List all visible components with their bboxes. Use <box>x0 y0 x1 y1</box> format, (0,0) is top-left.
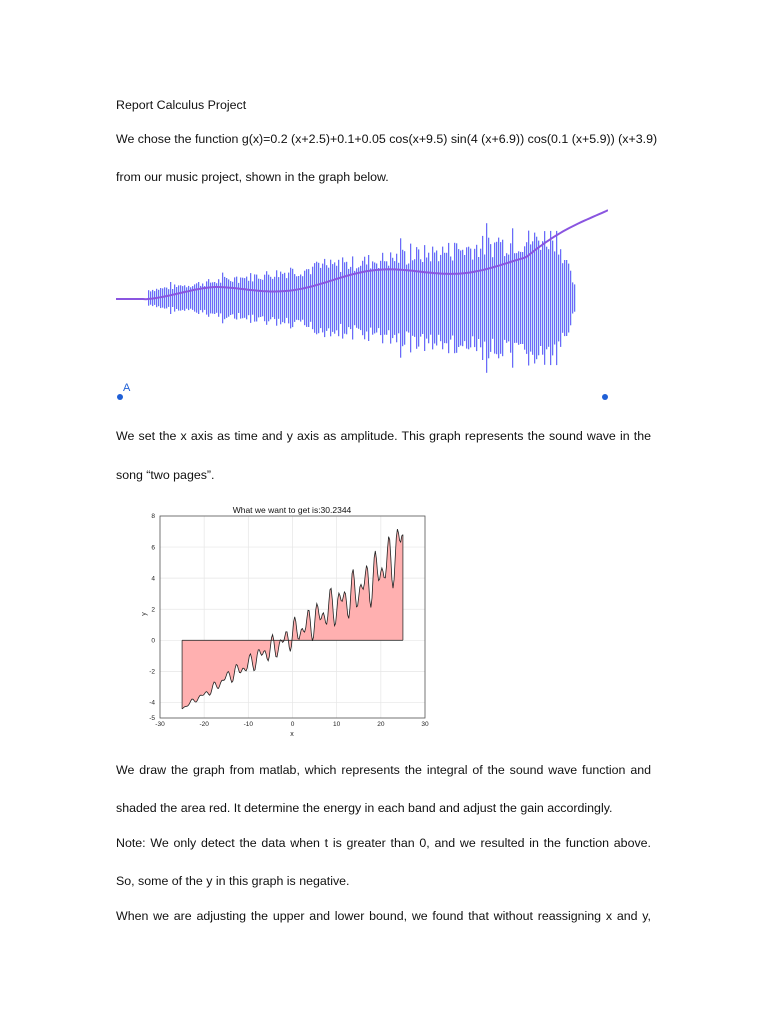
waveform-bar <box>550 231 551 365</box>
waveform-bar <box>452 261 453 336</box>
x-tick-label: -10 <box>243 721 254 728</box>
waveform-bar <box>478 257 479 339</box>
waveform-bar <box>406 265 407 332</box>
waveform-bar <box>346 262 347 335</box>
note-paragraph: Note: We only detect the data when t is greater than 0, and we resulted in the function above. <box>116 836 651 850</box>
waveform-bar <box>564 260 565 336</box>
waveform-bar <box>238 283 239 313</box>
waveform-bar <box>296 276 297 320</box>
waveform-bar <box>266 271 267 325</box>
waveform-bar <box>356 268 357 328</box>
waveform-bar <box>308 269 309 327</box>
waveform-bar <box>444 253 445 343</box>
sound-wave-figure <box>116 200 608 400</box>
waveform-bar <box>172 289 173 307</box>
waveform-bar <box>280 272 281 325</box>
waveform-bar <box>440 255 441 341</box>
waveform-bar <box>542 241 543 355</box>
waveform-bar <box>292 269 293 327</box>
waveform-bar <box>284 273 285 323</box>
waveform-bar <box>434 253 435 344</box>
waveform-bar <box>388 266 389 331</box>
waveform-bar <box>254 274 255 321</box>
x-tick-label: 20 <box>377 721 385 728</box>
report-title: Report Calculus Project <box>116 98 247 112</box>
waveform-bar <box>184 285 185 311</box>
waveform-bar <box>516 253 517 343</box>
y-tick-label: 0 <box>151 637 155 645</box>
axes-paragraph-line2: song “two pages”. <box>116 468 215 482</box>
waveform-bar <box>206 281 207 314</box>
waveform-bar <box>294 274 295 322</box>
waveform-bar <box>554 251 555 344</box>
waveform-bar <box>572 282 573 313</box>
y-tick-label: 2 <box>151 606 155 614</box>
waveform-bar <box>302 276 303 320</box>
waveform-bar <box>400 238 401 357</box>
waveform-bar <box>368 255 369 341</box>
y-tick-label: 6 <box>151 544 155 552</box>
waveform-bar <box>372 261 373 334</box>
waveform-bar <box>476 245 477 351</box>
waveform-bar <box>538 241 539 356</box>
waveform-bar <box>330 260 331 337</box>
waveform-bar <box>540 250 541 346</box>
x-tick-label: 0 <box>290 721 295 728</box>
waveform-bar <box>178 285 179 310</box>
waveform-bar <box>180 285 181 310</box>
waveform-bar <box>168 289 169 307</box>
point-marker-right <box>602 394 608 400</box>
waveform-bar <box>240 278 241 319</box>
waveform-bar <box>408 264 409 333</box>
waveform-bar <box>340 272 341 324</box>
waveform-bar <box>300 275 301 322</box>
waveform-bar <box>536 237 537 360</box>
waveform-bar <box>410 244 411 353</box>
waveform-bar <box>394 261 395 335</box>
x-tick-label: -20 <box>199 721 209 728</box>
waveform-bar <box>298 276 299 320</box>
waveform-bar <box>380 261 381 335</box>
waveform-bar <box>552 241 553 356</box>
waveform-bar <box>360 266 361 330</box>
waveform-bar <box>534 233 535 364</box>
waveform-bar <box>278 277 279 319</box>
waveform-bar <box>518 251 519 344</box>
waveform-bar <box>374 263 375 334</box>
waveform-bar <box>342 257 343 338</box>
waveform-bar <box>524 246 525 349</box>
y-axis-label: y <box>141 612 148 616</box>
waveform-bar <box>382 253 383 343</box>
waveform-bar <box>226 278 227 318</box>
negative-paragraph: So, some of the y in this graph is negative. <box>116 874 350 888</box>
waveform-bar <box>562 263 563 333</box>
waveform-bar <box>530 244 531 351</box>
waveform-bar <box>336 266 337 331</box>
waveform-bar <box>570 271 571 326</box>
point-marker-left <box>117 394 123 400</box>
waveform-bar <box>486 223 487 373</box>
waveform-bar <box>236 277 237 320</box>
waveform-bar <box>314 263 315 333</box>
waveform-bar <box>230 281 231 315</box>
waveform-bar <box>428 253 429 344</box>
waveform-bar <box>488 238 489 359</box>
waveform-bar <box>520 252 521 344</box>
chart-title: What we want to get is:30.2344 <box>232 505 352 515</box>
waveform-bar <box>442 247 443 350</box>
waveform-bar <box>384 261 385 335</box>
waveform-bar <box>560 249 561 347</box>
waveform-bar <box>260 279 261 317</box>
waveform-bar <box>502 240 503 357</box>
axes-paragraph-line1: We set the x axis as time and y axis as amplitude. This graph represents the sound wave in the <box>116 429 651 443</box>
y-tick-label: -4 <box>149 699 155 707</box>
waveform-bar <box>484 255 485 342</box>
waveform-bar <box>204 286 205 310</box>
waveform-bar <box>162 288 163 307</box>
waveform-bar <box>522 252 523 344</box>
waveform-bar <box>290 268 291 329</box>
waveform-bar <box>364 257 365 340</box>
waveform-bar <box>358 267 359 329</box>
y-tick-labels <box>149 513 155 722</box>
waveform-bar <box>474 249 475 347</box>
waveform-bar <box>334 262 335 333</box>
waveform-bar <box>418 249 419 346</box>
waveform-bar <box>494 243 495 354</box>
waveform-bar <box>548 249 549 347</box>
waveform-bar <box>262 280 263 317</box>
waveform-bar <box>456 243 457 352</box>
waveform-bar <box>188 286 189 310</box>
waveform-bar <box>510 243 511 352</box>
waveform-bar <box>424 245 425 351</box>
waveform-bar <box>222 273 223 324</box>
waveform-bar <box>268 275 269 322</box>
waveform-bar <box>566 260 567 336</box>
waveform-bar <box>556 231 557 365</box>
waveform-bar <box>506 253 507 343</box>
waveform-bar <box>432 247 433 350</box>
source-paragraph: from our music project, shown in the graph below. <box>116 170 389 184</box>
waveform-bar <box>332 264 333 332</box>
waveform-bar <box>492 257 493 339</box>
waveform-bar <box>480 249 481 348</box>
matlab-paragraph-line2: shaded the area red. It determine the energy in each band and adjust the gain accordingly. <box>116 801 613 815</box>
waveform-bar <box>354 271 355 325</box>
waveform-bar <box>370 268 371 327</box>
waveform-bar <box>366 265 367 332</box>
waveform-bar <box>176 287 177 309</box>
waveform-bar <box>232 282 233 315</box>
waveform-bar <box>504 256 505 340</box>
y-tick-label: 4 <box>151 575 155 583</box>
waveform-bar <box>436 251 437 346</box>
waveform-bar <box>500 242 501 354</box>
waveform-bar <box>312 267 313 330</box>
waveform-bar <box>218 279 219 317</box>
waveform-bar <box>264 275 265 322</box>
waveform-bar <box>528 231 529 366</box>
waveform-bar <box>558 255 559 342</box>
waveform-bar <box>350 267 351 329</box>
waveform-bar <box>526 242 527 354</box>
waveform-bar <box>490 244 491 352</box>
waveform-bar <box>448 243 449 353</box>
waveform-bar <box>304 271 305 326</box>
waveform-bars <box>148 223 575 373</box>
waveform-bar <box>246 277 247 320</box>
waveform-bar <box>426 258 427 339</box>
y-tick-label: -2 <box>149 668 155 676</box>
waveform-bar <box>248 281 249 315</box>
waveform-bar <box>378 268 379 328</box>
waveform-bar <box>446 253 447 343</box>
waveform-bar <box>208 279 209 317</box>
waveform-bar <box>404 251 405 345</box>
waveform-bar <box>288 273 289 324</box>
waveform-bar <box>170 282 171 314</box>
waveform-bar <box>458 249 459 347</box>
waveform-bar <box>482 236 483 360</box>
waveform-bar <box>348 269 349 327</box>
matlab-paragraph-line1: We draw the graph from matlab, which represents the integral of the sound wave function and <box>116 763 651 777</box>
waveform-bar <box>376 264 377 333</box>
function-paragraph: We chose the function g(x)=0.2 (x+2.5)+0.1+0.05 cos(x+9.5) sin(4 (x+6.9)) cos(0.1 (x+5.9)) (x+3.9) <box>116 132 658 146</box>
waveform-bar <box>508 255 509 342</box>
waveform-bar <box>512 228 513 367</box>
waveform-bar <box>386 261 387 335</box>
x-tick-labels <box>155 721 429 728</box>
waveform-bar <box>242 278 243 319</box>
waveform-bar <box>196 283 197 312</box>
waveform-bar <box>256 275 257 322</box>
waveform-bar <box>322 264 323 333</box>
x-tick-label: 30 <box>421 721 429 728</box>
waveform-bar <box>316 262 317 335</box>
waveform-bar <box>450 257 451 340</box>
waveform-bar <box>276 270 277 325</box>
waveform-bar <box>328 268 329 329</box>
waveform-bar <box>460 251 461 346</box>
waveform-bar <box>532 241 533 354</box>
waveform-bar <box>320 268 321 328</box>
bounds-paragraph: When we are adjusting the upper and lower bound, we found that without reassigning x and y, <box>116 909 651 923</box>
waveform-bar <box>454 243 455 353</box>
waveform-bar <box>326 265 327 331</box>
point-label: A <box>123 382 131 394</box>
waveform-bar <box>228 279 229 316</box>
waveform-bar <box>166 288 167 309</box>
waveform-bar <box>344 262 345 333</box>
waveform-bar <box>390 252 391 343</box>
waveform-bar <box>164 287 165 308</box>
integral-chart <box>140 500 452 740</box>
waveform-bar <box>258 279 259 318</box>
waveform-bar <box>234 277 235 318</box>
waveform-bar <box>252 281 253 314</box>
waveform-bar <box>324 259 325 337</box>
waveform-bar <box>568 264 569 333</box>
waveform-bar <box>182 286 183 310</box>
waveform-bar <box>396 254 397 343</box>
y-tick-label: -5 <box>149 715 155 723</box>
waveform-bar <box>270 277 271 320</box>
waveform-bar <box>514 253 515 343</box>
waveform-bar <box>224 277 225 319</box>
waveform-bar <box>198 282 199 314</box>
waveform-bar <box>272 279 273 317</box>
waveform-bar <box>546 247 547 350</box>
waveform-bar <box>574 284 575 311</box>
waveform-bar <box>496 242 497 354</box>
waveform-bar <box>282 274 283 322</box>
waveform-bar <box>398 263 399 334</box>
waveform-bar <box>318 263 319 333</box>
waveform-bar <box>338 260 339 336</box>
waveform-bar <box>250 273 251 323</box>
waveform-bar <box>286 278 287 318</box>
waveform-bar <box>402 250 403 346</box>
waveform-bar <box>498 238 499 359</box>
waveform-bar <box>544 231 545 365</box>
waveform-bar <box>306 269 307 327</box>
x-axis-label: x <box>290 731 294 738</box>
waveform-bar <box>416 247 417 349</box>
waveform-bar <box>274 277 275 319</box>
x-tick-label: -30 <box>155 721 165 728</box>
y-tick-label: 8 <box>151 513 155 521</box>
waveform-bar <box>352 256 353 339</box>
waveform-bar <box>466 247 467 348</box>
waveform-bar <box>464 255 465 341</box>
waveform-bar <box>468 247 469 350</box>
x-tick-label: 10 <box>333 721 341 728</box>
waveform-bar <box>438 261 439 335</box>
waveform-bar <box>244 278 245 318</box>
waveform-bar <box>194 284 195 311</box>
waveform-bar <box>462 250 463 346</box>
waveform-bar <box>174 285 175 312</box>
waveform-bar <box>310 274 311 322</box>
waveform-bar <box>470 249 471 348</box>
